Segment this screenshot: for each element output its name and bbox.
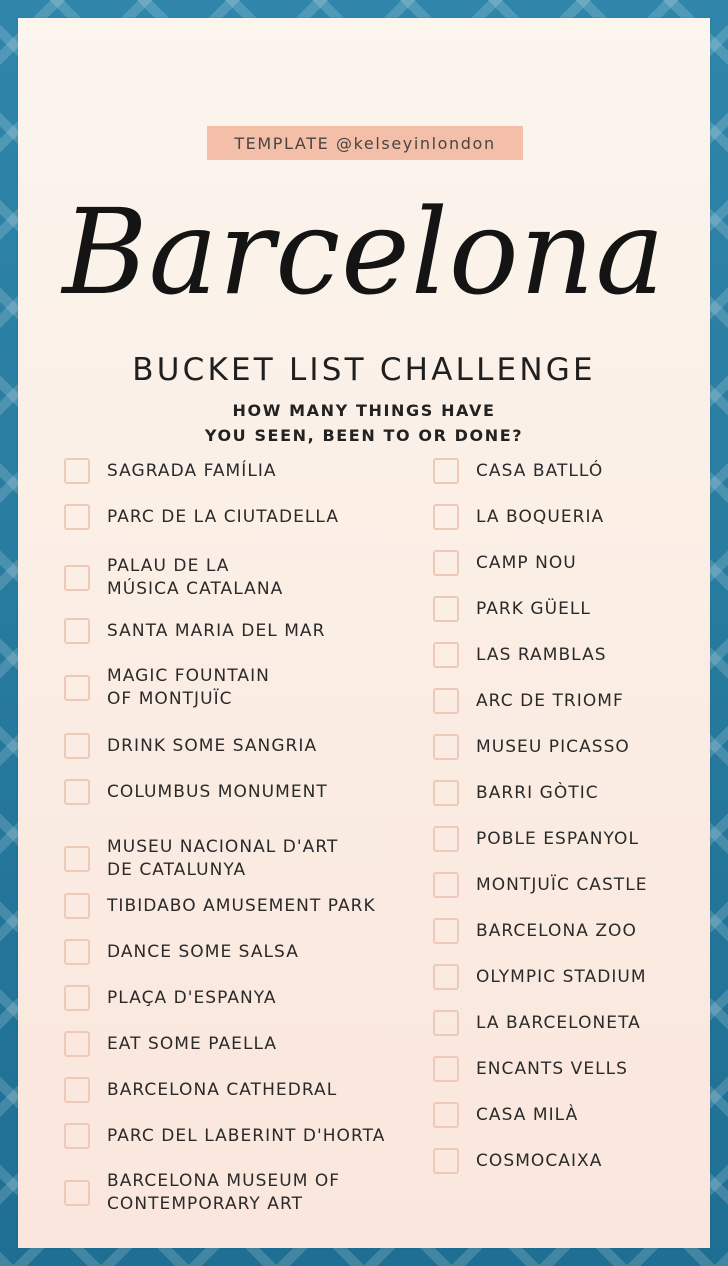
label-line: PALAU DE LA [107, 556, 230, 576]
question-line-2: YOU SEEN, BEEN TO OR DONE? [204, 426, 524, 445]
checklist-item-label [476, 736, 630, 759]
checkbox[interactable] [433, 688, 459, 714]
checklist-item[interactable] [433, 1010, 641, 1036]
label-line: PARC DEL LABERINT D'HORTA [107, 1125, 386, 1146]
checklist-item-label [107, 987, 277, 1010]
template-credit-tag: TEMPLATE @kelseyinlondon [207, 126, 523, 160]
checkbox[interactable] [64, 1077, 90, 1103]
checklist-item-label [476, 828, 639, 851]
label-line: MÚSICA CATALANA [107, 579, 284, 599]
checklist-item[interactable] [433, 688, 624, 714]
label-line: BARCELONA CATHEDRAL [107, 1079, 338, 1100]
checklist-item-label [476, 1104, 578, 1127]
checklist-item-label [476, 598, 591, 621]
checklist-item[interactable] [64, 555, 283, 601]
label-line: SAGRADA FAMÍLIA [107, 460, 277, 481]
label-line: CASA BATLLÓ [476, 460, 604, 481]
label-line: DRINK SOME SANGRIA [107, 735, 318, 756]
checklist-item[interactable] [433, 1148, 602, 1174]
label-line: DE CATALUNYA [107, 860, 247, 880]
checkbox[interactable] [433, 596, 459, 622]
checklist-item[interactable] [64, 458, 277, 484]
page-title: Barcelona [62, 183, 666, 322]
checklist-item-label [476, 644, 607, 667]
checklist-item[interactable] [433, 872, 648, 898]
checklist-item-label [107, 555, 283, 601]
checkbox[interactable] [433, 458, 459, 484]
label-line: MUSEU NACIONAL D'ART [107, 837, 339, 857]
checklist-item-label [476, 506, 604, 529]
checklist-item-label [476, 782, 599, 805]
checklist-item[interactable] [64, 504, 339, 530]
checkbox[interactable] [433, 1148, 459, 1174]
label-line: LAS RAMBLAS [476, 644, 607, 665]
checkbox[interactable] [64, 939, 90, 965]
label-line: DANCE SOME SALSA [107, 941, 299, 962]
checklist-item-label [476, 690, 624, 713]
label-line: BARCELONA MUSEUM OF [107, 1171, 341, 1191]
bucket-list-card [18, 18, 710, 1248]
checklist-item-label [476, 1012, 641, 1035]
checklist-item-label [476, 552, 577, 575]
checklist-item-label [107, 781, 328, 804]
label-line: OLYMPIC STADIUM [476, 966, 647, 987]
checklist-item-label [476, 1058, 628, 1081]
page-subtitle: BUCKET LIST CHALLENGE [132, 352, 596, 388]
checklist-item[interactable] [64, 1077, 337, 1103]
checkbox[interactable] [64, 458, 90, 484]
label-line: OF MONTJUÏC [107, 689, 233, 709]
checklist-item-label [476, 920, 637, 943]
checklist-item-label [107, 895, 376, 918]
checkbox[interactable] [64, 504, 90, 530]
checkbox[interactable] [64, 1123, 90, 1149]
checklist-item-label [107, 506, 339, 529]
checklist-item[interactable] [433, 734, 630, 760]
checklist-item-label [107, 1170, 340, 1216]
checklist-item[interactable] [433, 918, 637, 944]
label-line: CAMP NOU [476, 552, 577, 573]
checklist-item[interactable] [64, 1031, 277, 1057]
checkbox[interactable] [64, 675, 90, 701]
label-line: ENCANTS VELLS [476, 1058, 629, 1079]
label-line: LA BOQUERIA [476, 506, 605, 527]
checklist-item[interactable] [433, 596, 591, 622]
label-line: BARRI GÒTIC [476, 782, 599, 803]
checkbox[interactable] [64, 985, 90, 1011]
checkbox[interactable] [64, 1031, 90, 1057]
checkbox[interactable] [433, 964, 459, 990]
label-line: MUSEU PICASSO [476, 736, 630, 757]
label-line: ARC DE TRIOMF [476, 690, 624, 711]
label-line: TIBIDABO AMUSEMENT PARK [107, 895, 376, 916]
label-line: CONTEMPORARY ART [107, 1194, 304, 1214]
checklist-item-label [476, 460, 603, 483]
label-line: COLUMBUS MONUMENT [107, 781, 328, 802]
checklist-item-label [107, 836, 338, 882]
checklist-item[interactable] [64, 665, 270, 711]
label-line: CASA MILÀ [476, 1104, 579, 1125]
checkbox[interactable] [64, 846, 90, 872]
label-line: COSMOCAIXA [476, 1150, 603, 1171]
checkbox[interactable] [433, 1010, 459, 1036]
label-line: PLAÇA D'ESPANYA [107, 987, 277, 1008]
checkbox[interactable] [433, 872, 459, 898]
checkbox[interactable] [433, 642, 459, 668]
label-line: EAT SOME PAELLA [107, 1033, 278, 1054]
checklist-item[interactable] [64, 733, 317, 759]
checklist-item[interactable] [64, 618, 325, 644]
checklist-item[interactable] [64, 1170, 340, 1216]
checklist-item[interactable] [64, 779, 328, 805]
checklist-item[interactable] [64, 893, 376, 919]
checklist-item[interactable] [64, 985, 277, 1011]
checkbox[interactable] [64, 1180, 90, 1206]
challenge-question [18, 398, 710, 448]
checklist-item[interactable] [433, 1056, 628, 1082]
checklist-item-label [107, 1079, 337, 1102]
checkbox[interactable] [64, 779, 90, 805]
checklist-item[interactable] [433, 826, 639, 852]
checklist-item[interactable] [433, 780, 599, 806]
checkbox[interactable] [433, 734, 459, 760]
checkbox[interactable] [433, 504, 459, 530]
checkbox[interactable] [433, 1056, 459, 1082]
checklist-item-label [476, 966, 647, 989]
checkbox[interactable] [64, 618, 90, 644]
checklist-item[interactable] [64, 939, 299, 965]
checkbox[interactable] [433, 550, 459, 576]
checkbox[interactable] [433, 918, 459, 944]
checklist-item-label [107, 460, 277, 483]
checkbox[interactable] [433, 1102, 459, 1128]
label-line: PARC DE LA CIUTADELLA [107, 506, 340, 527]
checklist-item[interactable] [433, 458, 603, 484]
checklist-item[interactable] [433, 504, 604, 530]
label-line: POBLE ESPANYOL [476, 828, 639, 849]
checklist-item[interactable] [433, 550, 577, 576]
label-line: BARCELONA ZOO [476, 920, 637, 941]
label-line: PARK GÜELL [476, 598, 591, 619]
label-line: MAGIC FOUNTAIN [107, 666, 270, 686]
checklist-item-label [107, 941, 299, 964]
checklist-item[interactable] [433, 642, 607, 668]
checklist-item-label [107, 665, 270, 711]
label-line: LA BARCELONETA [476, 1012, 641, 1033]
checklist-item[interactable] [433, 1102, 578, 1128]
checkbox[interactable] [64, 893, 90, 919]
checklist-item-label [107, 1033, 277, 1056]
question-line-1: HOW MANY THINGS HAVE [232, 401, 496, 420]
checkbox[interactable] [64, 733, 90, 759]
checklist-item-label [107, 620, 325, 643]
checklist-item[interactable] [433, 964, 647, 990]
checkbox[interactable] [433, 780, 459, 806]
checkbox[interactable] [433, 826, 459, 852]
checklist-item[interactable] [64, 1123, 385, 1149]
checklist-item-label [476, 1150, 602, 1173]
checkbox[interactable] [64, 565, 90, 591]
label-line: SANTA MARIA DEL MAR [107, 620, 326, 641]
checklist-item-label [107, 1125, 385, 1148]
label-line: MONTJUÏC CASTLE [476, 874, 648, 895]
checklist-item-label [476, 874, 648, 897]
checklist-item-label [107, 735, 317, 758]
checklist-item[interactable] [64, 836, 338, 882]
